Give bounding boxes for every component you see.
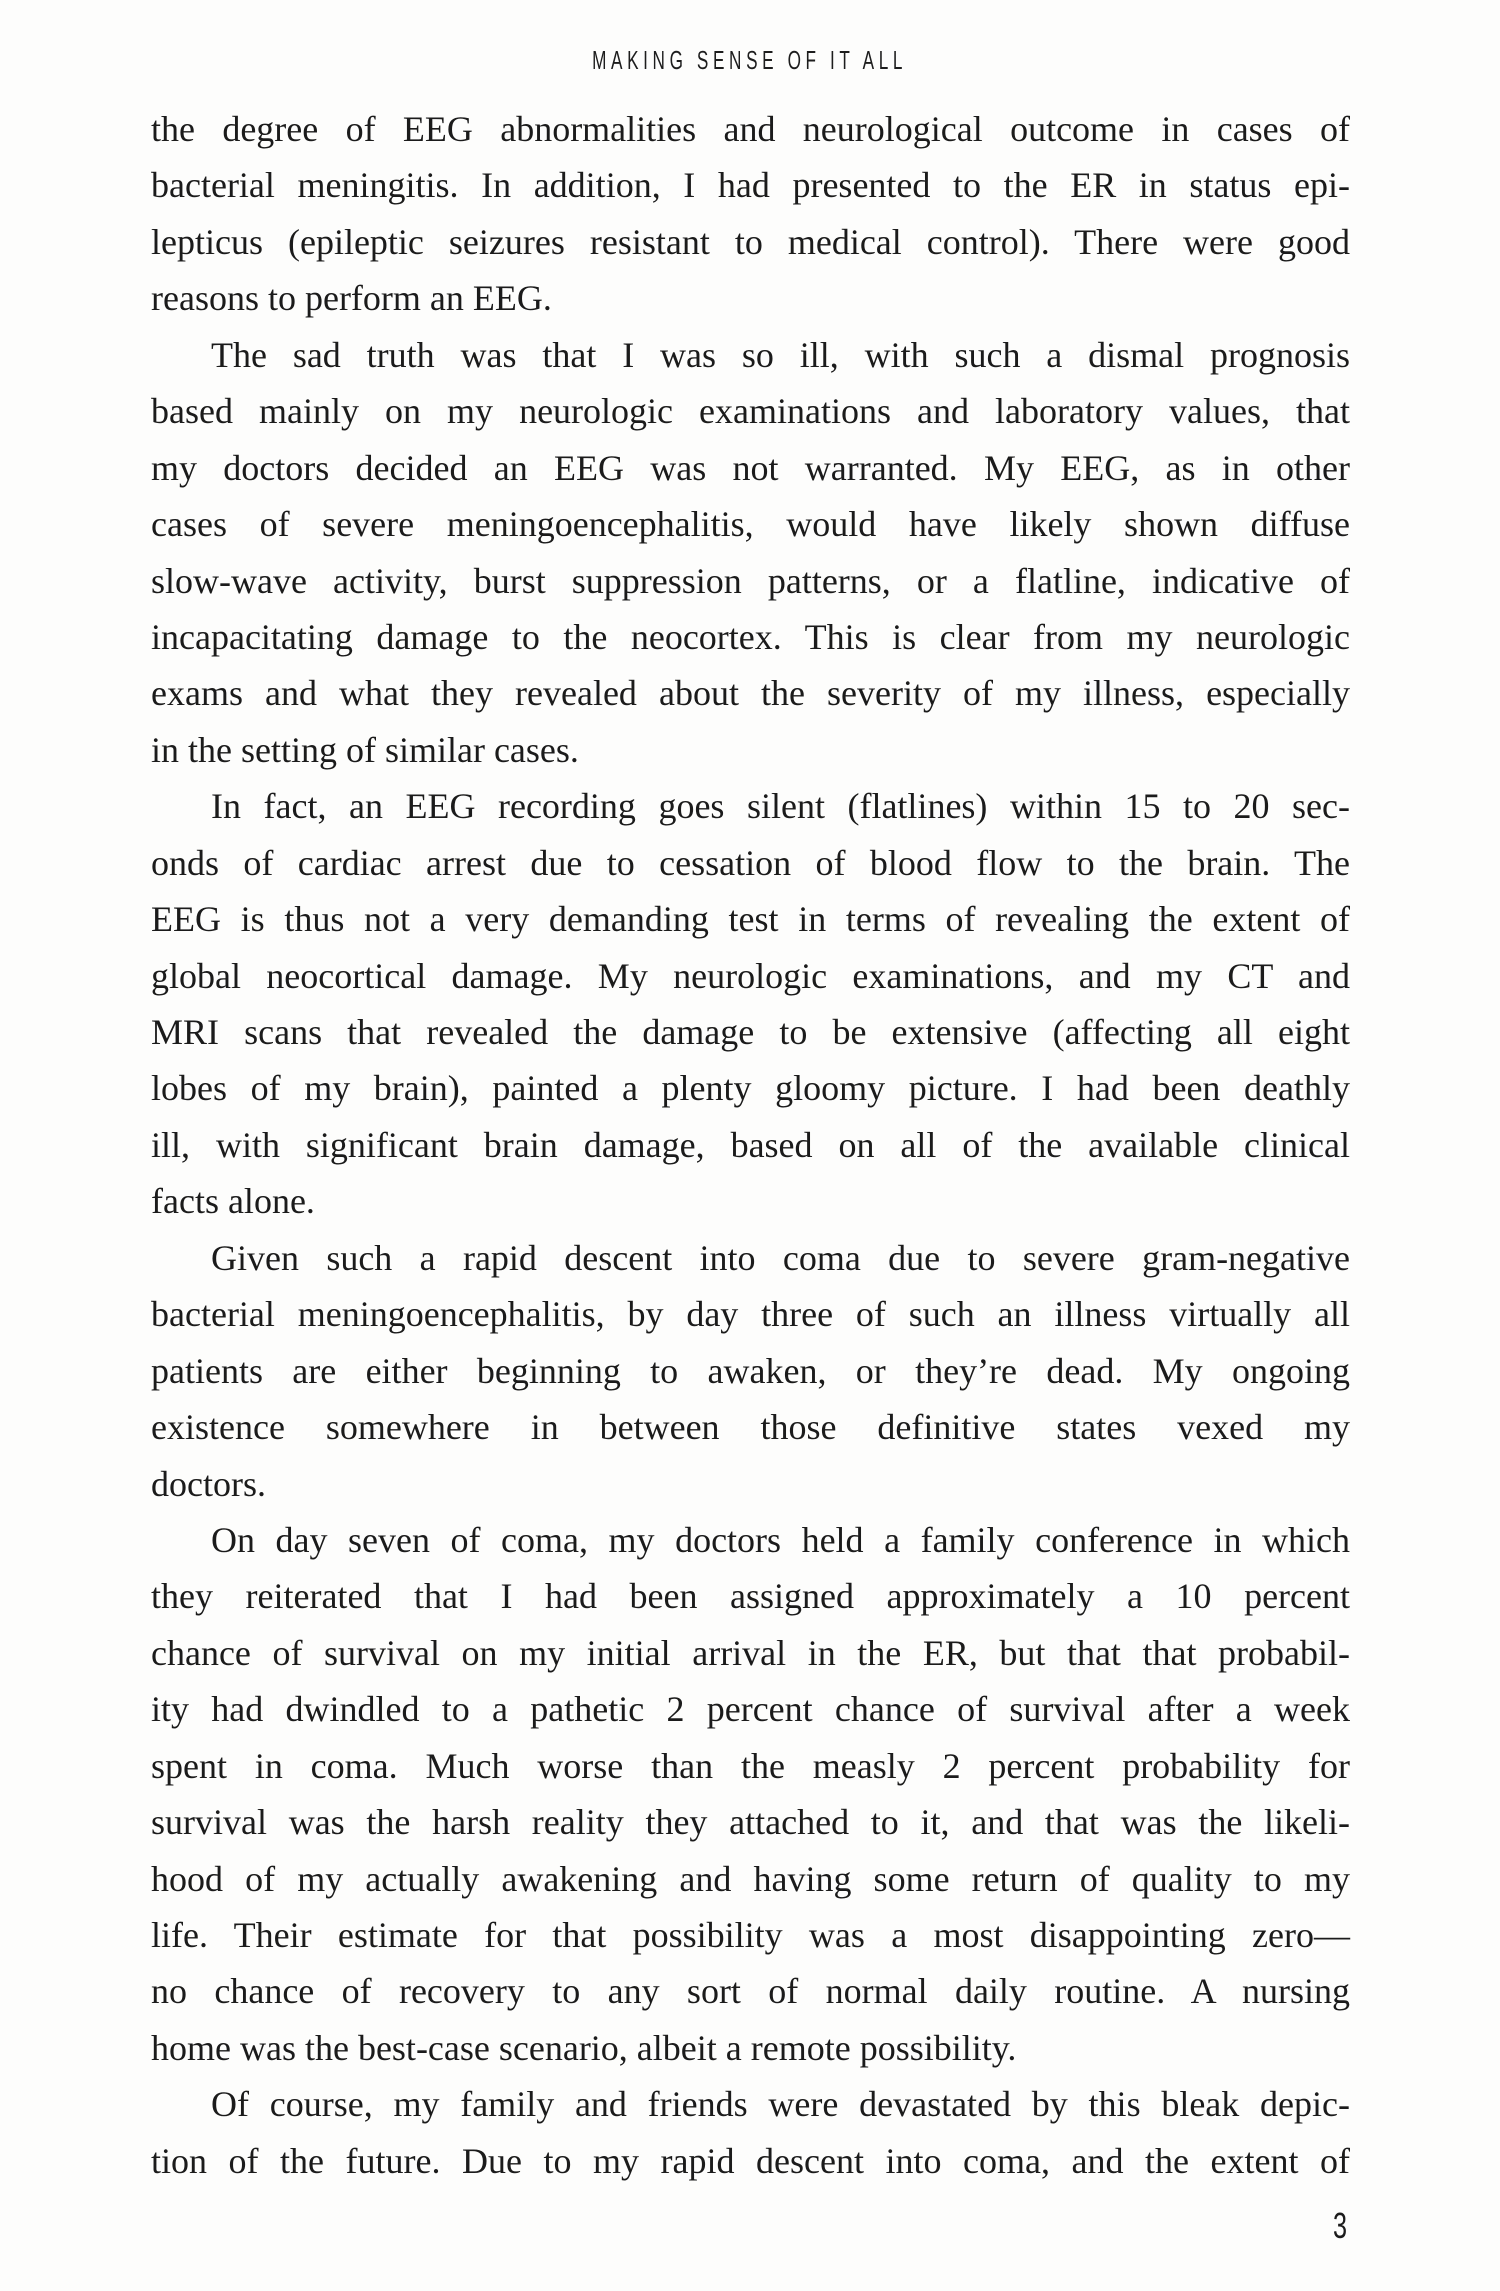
- text-line: chance of survival on my initial arrival in the ER, but that that probabil-: [151, 1632, 1350, 1673]
- text-line: Given such a rapid descent into coma due to severe gram-negative: [211, 1237, 1350, 1278]
- text-line: EEG is thus not a very demanding test in terms of revealing the extent of: [151, 899, 1350, 940]
- paragraph-4: [151, 1230, 1350, 1512]
- text-line: exams and what they revealed about the severity of my illness, especially: [151, 673, 1350, 714]
- paragraph-5: [151, 1512, 1350, 2076]
- text-line: tion of the future. Due to my rapid descent into coma, and the extent of: [151, 2140, 1350, 2181]
- text-line: Of course, my family and friends were devastated by this bleak depic-: [211, 2084, 1350, 2125]
- text-line: the degree of EEG abnormalities and neurological outcome in cases of: [151, 109, 1350, 149]
- running-head: [0, 44, 1500, 76]
- text-line: based mainly on my neurologic examinations and laboratory values, that: [151, 391, 1350, 432]
- text-line: ity had dwindled to a pathetic 2 percent chance of survival after a week: [151, 1689, 1350, 1730]
- text-line: bacterial meningitis. In addition, I had presented to the ER in status epi-: [151, 165, 1350, 206]
- text-line: doctors.: [151, 1463, 266, 1504]
- text-line: facts alone.: [151, 1181, 315, 1222]
- text-line: bacterial meningoencephalitis, by day three of such an illness virtually all: [151, 1294, 1350, 1335]
- text-line: existence somewhere in between those definitive states vexed my: [151, 1407, 1350, 1448]
- text-line: reasons to perform an EEG.: [151, 278, 552, 319]
- text-line: ill, with significant brain damage, based on all of the available clinical: [151, 1124, 1350, 1165]
- text-line: spent in coma. Much worse than the measly 2 percent probability for: [151, 1745, 1350, 1786]
- text-line: slow-wave activity, burst suppression patterns, or a flatline, indicative of: [151, 560, 1350, 601]
- text-line: my doctors decided an EEG was not warranted. My EEG, as in other: [151, 447, 1350, 488]
- text-line: patients are either beginning to awaken, or they’re dead. My ongoing: [151, 1350, 1350, 1391]
- text-line: they reiterated that I had been assigned approximately a 10 percent: [151, 1576, 1350, 1617]
- text-line: cases of severe meningoencephalitis, would have likely shown diffuse: [151, 504, 1350, 545]
- text-line: On day seven of coma, my doctors held a family conference in which: [211, 1519, 1350, 1560]
- text-line: lobes of my brain), painted a plenty gloomy picture. I had been deathly: [151, 1068, 1350, 1109]
- text-line: hood of my actually awakening and having some return of quality to my: [151, 1858, 1350, 1899]
- paragraph-3: [151, 778, 1350, 1230]
- text-line: In fact, an EEG recording goes silent (flatlines) within 15 to 20 sec-: [211, 786, 1350, 827]
- running-head-text: MAKING SENSE OF IT ALL: [592, 45, 908, 75]
- text-line: survival was the harsh reality they attached to it, and that was the likeli-: [151, 1802, 1350, 1843]
- page-number: 3: [1332, 2205, 1348, 2246]
- paragraph-2: [151, 327, 1350, 779]
- text-line: The sad truth was that I was so ill, with such a dismal prognosis: [211, 334, 1350, 375]
- text-line: incapacitating damage to the neocortex. This is clear from my neurologic: [151, 616, 1350, 657]
- paragraph-6: [151, 2076, 1350, 2189]
- text-line: MRI scans that revealed the damage to be extensive (affecting all eight: [151, 1012, 1350, 1052]
- body-text: [151, 101, 1350, 2189]
- text-line: life. Their estimate for that possibility was a most disappointing zero—: [151, 1915, 1350, 1955]
- text-line: global neocortical damage. My neurologic examinations, and my CT and: [151, 955, 1350, 996]
- text-line: in the setting of similar cases.: [151, 729, 579, 770]
- text-line: onds of cardiac arrest due to cessation of blood flow to the brain. The: [151, 842, 1350, 883]
- text-line: lepticus (epileptic seizures resistant to medical control). There were good: [151, 221, 1350, 262]
- paragraph-1: [151, 101, 1350, 327]
- text-line: no chance of recovery to any sort of normal daily routine. A nursing: [151, 1971, 1350, 2012]
- text-line: home was the best-case scenario, albeit a remote possibility.: [151, 2027, 1017, 2068]
